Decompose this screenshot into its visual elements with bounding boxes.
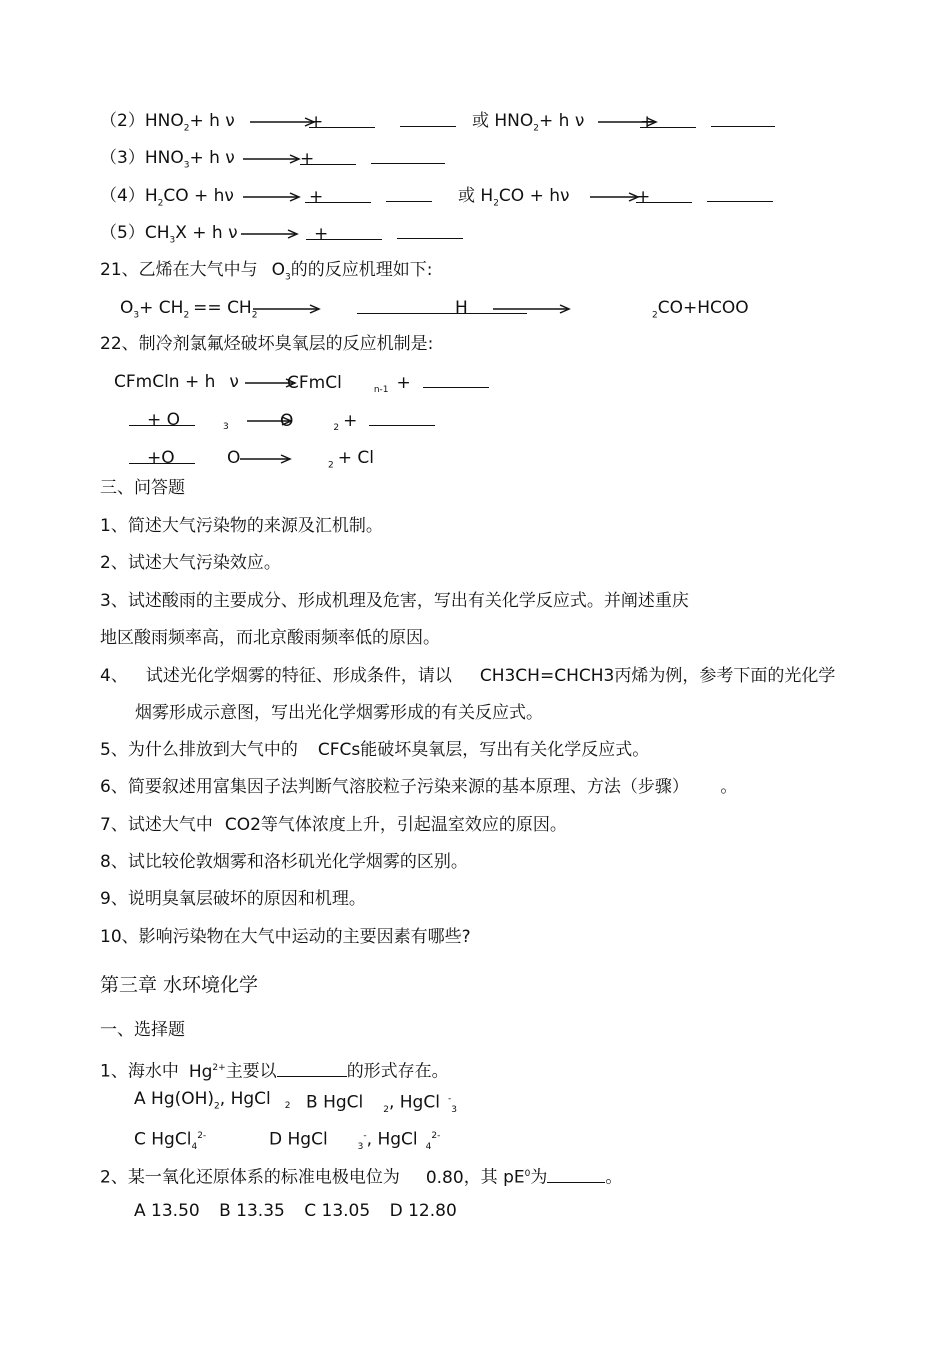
question-1: 1、简述大气污染物的来源及汇机制。: [100, 516, 383, 536]
reactant: + CH: [139, 298, 184, 318]
question-text: 主要以: [225, 1061, 277, 1082]
plus-sign: +: [309, 112, 324, 132]
product-blanks: [309, 110, 456, 133]
subscript: n-1: [373, 385, 389, 396]
reactant-tail: X + h ν: [175, 223, 238, 243]
q22-equation-2: [129, 409, 229, 438]
answer-blank[interactable]: [309, 111, 375, 132]
q22-equation-1: [114, 371, 239, 393]
mc1-option-d[interactable]: [269, 1125, 440, 1158]
answer-blank[interactable]: [707, 185, 773, 202]
reaction-arrow: [493, 303, 573, 315]
subscript: 2: [214, 1101, 220, 1112]
mc2-option-c[interactable]: C 13.05: [304, 1201, 371, 1221]
question-6: [100, 776, 737, 798]
subscript: 3: [223, 422, 229, 433]
q22-equation-3: [129, 447, 240, 469]
answer-blank[interactable]: [369, 409, 435, 426]
subscript: 2: [333, 423, 340, 434]
answer-blank[interactable]: [305, 186, 371, 207]
answer-blank[interactable]: [711, 110, 775, 127]
answer-blank[interactable]: [640, 111, 696, 132]
superscript: 0: [524, 1169, 531, 1179]
mc1-option-a[interactable]: [134, 1088, 291, 1117]
q22-eq2-products: [280, 409, 435, 439]
plus-sign: +: [640, 112, 655, 132]
subscript: 2: [183, 123, 190, 134]
reaction-row-5: [100, 222, 238, 251]
question-7: [100, 814, 567, 836]
reactant: CH: [144, 223, 170, 243]
answer-blank[interactable]: [423, 371, 489, 388]
plus-sign: +: [300, 149, 315, 169]
intermediate-label: H: [455, 298, 468, 318]
section-heading: 一、选择题: [100, 1020, 185, 1040]
question-number: 4、: [100, 666, 128, 686]
alt-prefix: 或 H: [458, 186, 494, 206]
subscript: 3: [451, 1105, 457, 1116]
question-text: 等气体浓度上升，引起温室效应的原因。: [260, 815, 567, 835]
reaction-number: （3）: [100, 148, 145, 168]
product-blanks: [636, 185, 773, 208]
reaction-number: （4）: [100, 186, 145, 206]
potential-value: 0.80: [425, 1167, 464, 1188]
chemical-formula: CFCs: [317, 740, 361, 760]
reaction-arrow: [241, 228, 301, 240]
subscript: 2: [284, 1101, 291, 1112]
reaction-number: （5）: [100, 223, 145, 243]
plus-sign: +: [314, 224, 329, 244]
reactant-tail: + h ν: [189, 111, 235, 131]
subscript: 4: [425, 1142, 432, 1153]
option-text: B HgCl: [306, 1092, 364, 1113]
question-4: [100, 665, 835, 687]
answer-blank[interactable]: [371, 147, 445, 164]
question-10: 10、影响污染物在大气中运动的主要因素有哪些?: [100, 927, 471, 947]
subscript: 2: [533, 123, 540, 134]
question-text: 2、某一氧化还原体系的标准电极电位为: [100, 1167, 400, 1188]
subscript: 3: [183, 160, 190, 171]
answer-blank[interactable]: [129, 447, 195, 468]
reactant: + O: [147, 410, 181, 430]
product: CFmCl: [287, 373, 342, 393]
answer-blank[interactable]: [300, 148, 356, 169]
answer-blank[interactable]: [400, 110, 456, 127]
q22-eq1-products: [287, 371, 489, 401]
mc2-option-d[interactable]: D 12.80: [389, 1201, 457, 1221]
chemical-formula: Hg: [188, 1061, 213, 1082]
option-text: , HgCl: [219, 1089, 271, 1109]
subscript: 2: [493, 198, 499, 209]
punctuation: 。: [720, 777, 738, 797]
reactant-tail: + h ν: [189, 148, 235, 168]
subscript: 2: [157, 198, 164, 209]
question-8: 8、试比较伦敦烟雾和洛杉矶光化学烟雾的区别。: [100, 852, 468, 872]
alt-reaction: [458, 185, 570, 214]
reactant: HNO: [144, 148, 184, 168]
question-text: 的的反应机理如下:: [290, 260, 433, 280]
question-text: 能破坏臭氧层，写出有关化学反应式。: [360, 740, 650, 760]
reaction-arrow: [250, 116, 318, 128]
question-22: 22、制冷剂氯氟烃破坏臭氧层的反应机制是:: [100, 334, 434, 354]
reaction-arrow: [243, 153, 303, 165]
reactant: HNO: [144, 111, 184, 131]
mc2-option-b[interactable]: B 13.35: [219, 1201, 285, 1221]
question-text: 21、乙烯在大气中与: [100, 260, 258, 280]
question-text: 7、试述大气中: [100, 815, 213, 835]
reactant: CFmCln + h: [114, 372, 216, 392]
product-blanks: [300, 147, 445, 170]
subscript: 3: [285, 272, 291, 283]
q21-equation: [120, 297, 257, 326]
question-9: 9、说明臭氧层破坏的原因和机理。: [100, 889, 366, 909]
reaction-arrow: [243, 191, 303, 203]
punctuation: 。: [605, 1167, 623, 1188]
plus-sign: +: [636, 187, 651, 207]
mc2-option-a[interactable]: A 13.50: [134, 1201, 200, 1221]
answer-blank[interactable]: [547, 1166, 605, 1183]
reactant: H: [144, 186, 158, 206]
superscript: -: [447, 1094, 452, 1104]
superscript: 2-: [431, 1131, 441, 1141]
reaction-row-2: [100, 110, 235, 139]
answer-blank[interactable]: [129, 409, 195, 430]
question-text: 丙烯为例，参考下面的光化学: [614, 666, 836, 686]
plus-sign: +: [309, 187, 324, 207]
question-3-cont: 地区酸雨频率高，而北京酸雨频率低的原因。: [100, 628, 440, 648]
superscript: 2-: [197, 1131, 207, 1141]
subscript: 2: [652, 310, 658, 321]
subscript: 2: [383, 1105, 389, 1116]
reaction-number: （2）: [100, 111, 145, 131]
superscript: -: [363, 1131, 367, 1141]
question-2: 2、试述大气污染效应。: [100, 553, 281, 573]
q22-eq3-products: [328, 447, 374, 476]
product-blanks: [640, 110, 775, 133]
answer-blank[interactable]: [306, 223, 382, 244]
option-text: C HgCl: [134, 1129, 192, 1150]
question-text: ，其 pE: [463, 1167, 525, 1188]
reactant: O: [227, 448, 241, 468]
reaction-arrow: [240, 453, 294, 465]
subscript: 3: [357, 1142, 364, 1153]
chapter-title: 第三章 水环境化学: [100, 974, 259, 996]
reaction-row-3: [100, 147, 235, 176]
product: O: [280, 411, 294, 431]
nu-symbol: ν: [229, 372, 239, 392]
subscript: 4: [191, 1142, 198, 1153]
option-text: A Hg(OH): [134, 1089, 215, 1109]
q21-products: [652, 297, 749, 326]
plus-sign: +: [396, 373, 411, 393]
mc1-option-b[interactable]: [306, 1088, 457, 1121]
option-text: , HgCl: [366, 1129, 418, 1150]
product: CO+HCOO: [657, 298, 749, 318]
alt-tail: CO + hν: [498, 186, 570, 206]
question-text: 5、为什么排放到大气中的: [100, 740, 298, 760]
answer-blank[interactable]: [636, 186, 692, 207]
plus-sign: +: [343, 411, 358, 431]
alt-tail: + h ν: [539, 111, 585, 131]
question-text: 的形式存在。: [346, 1061, 449, 1082]
question-3: 3、试述酸雨的主要成分、形成机理及危害，写出有关化学反应式。并阐述重庆: [100, 591, 689, 611]
mc2-options: [134, 1200, 457, 1222]
subscript: 3: [169, 235, 176, 246]
mc-question-2: [100, 1163, 622, 1189]
alt-prefix: 或 HNO: [472, 111, 534, 131]
alt-reaction: [472, 110, 584, 139]
option-text: , HgCl: [388, 1092, 440, 1113]
mc1-option-c[interactable]: [134, 1125, 206, 1158]
question-4-cont: 烟雾形成示意图，写出光化学烟雾形成的有关反应式。: [135, 703, 543, 723]
superscript: 2+: [212, 1063, 226, 1073]
mc-question-1: [100, 1057, 449, 1083]
subscript: 3: [133, 310, 140, 321]
answer-blank[interactable]: [386, 185, 432, 202]
question-text: 为: [530, 1167, 548, 1188]
reactant: O: [120, 298, 134, 318]
subscript: 2: [328, 460, 334, 471]
product-blanks: [305, 185, 432, 208]
reactant: == CH: [193, 298, 252, 318]
ozone-formula: O: [271, 260, 286, 280]
reactant: +O: [147, 448, 175, 468]
question-21: [100, 259, 433, 288]
chemical-formula: CO2: [224, 815, 261, 835]
question-text: 试述光化学烟雾的特征、形成条件，请以: [145, 666, 452, 686]
product-blanks: [306, 222, 463, 245]
question-5: [100, 739, 649, 761]
reactant-tail: CO + hν: [163, 186, 234, 206]
reaction-row-4: [100, 185, 234, 214]
reaction-arrow: [590, 191, 642, 203]
product: + Cl: [337, 448, 374, 468]
option-text: D HgCl: [269, 1129, 328, 1150]
subscript: 2: [183, 310, 190, 321]
chemical-formula: CH3CH=CHCH3: [479, 666, 615, 686]
subscript: 2: [251, 310, 258, 321]
answer-blank[interactable]: [277, 1060, 347, 1077]
reaction-arrow: [253, 303, 323, 315]
question-text: 6、简要叙述用富集因子法判断气溶胶粒子污染来源的基本原理、方法（步骤）: [100, 777, 681, 797]
question-text: 1、海水中: [100, 1061, 179, 1082]
answer-blank[interactable]: [397, 222, 463, 239]
section-heading: 三、问答题: [100, 478, 185, 498]
